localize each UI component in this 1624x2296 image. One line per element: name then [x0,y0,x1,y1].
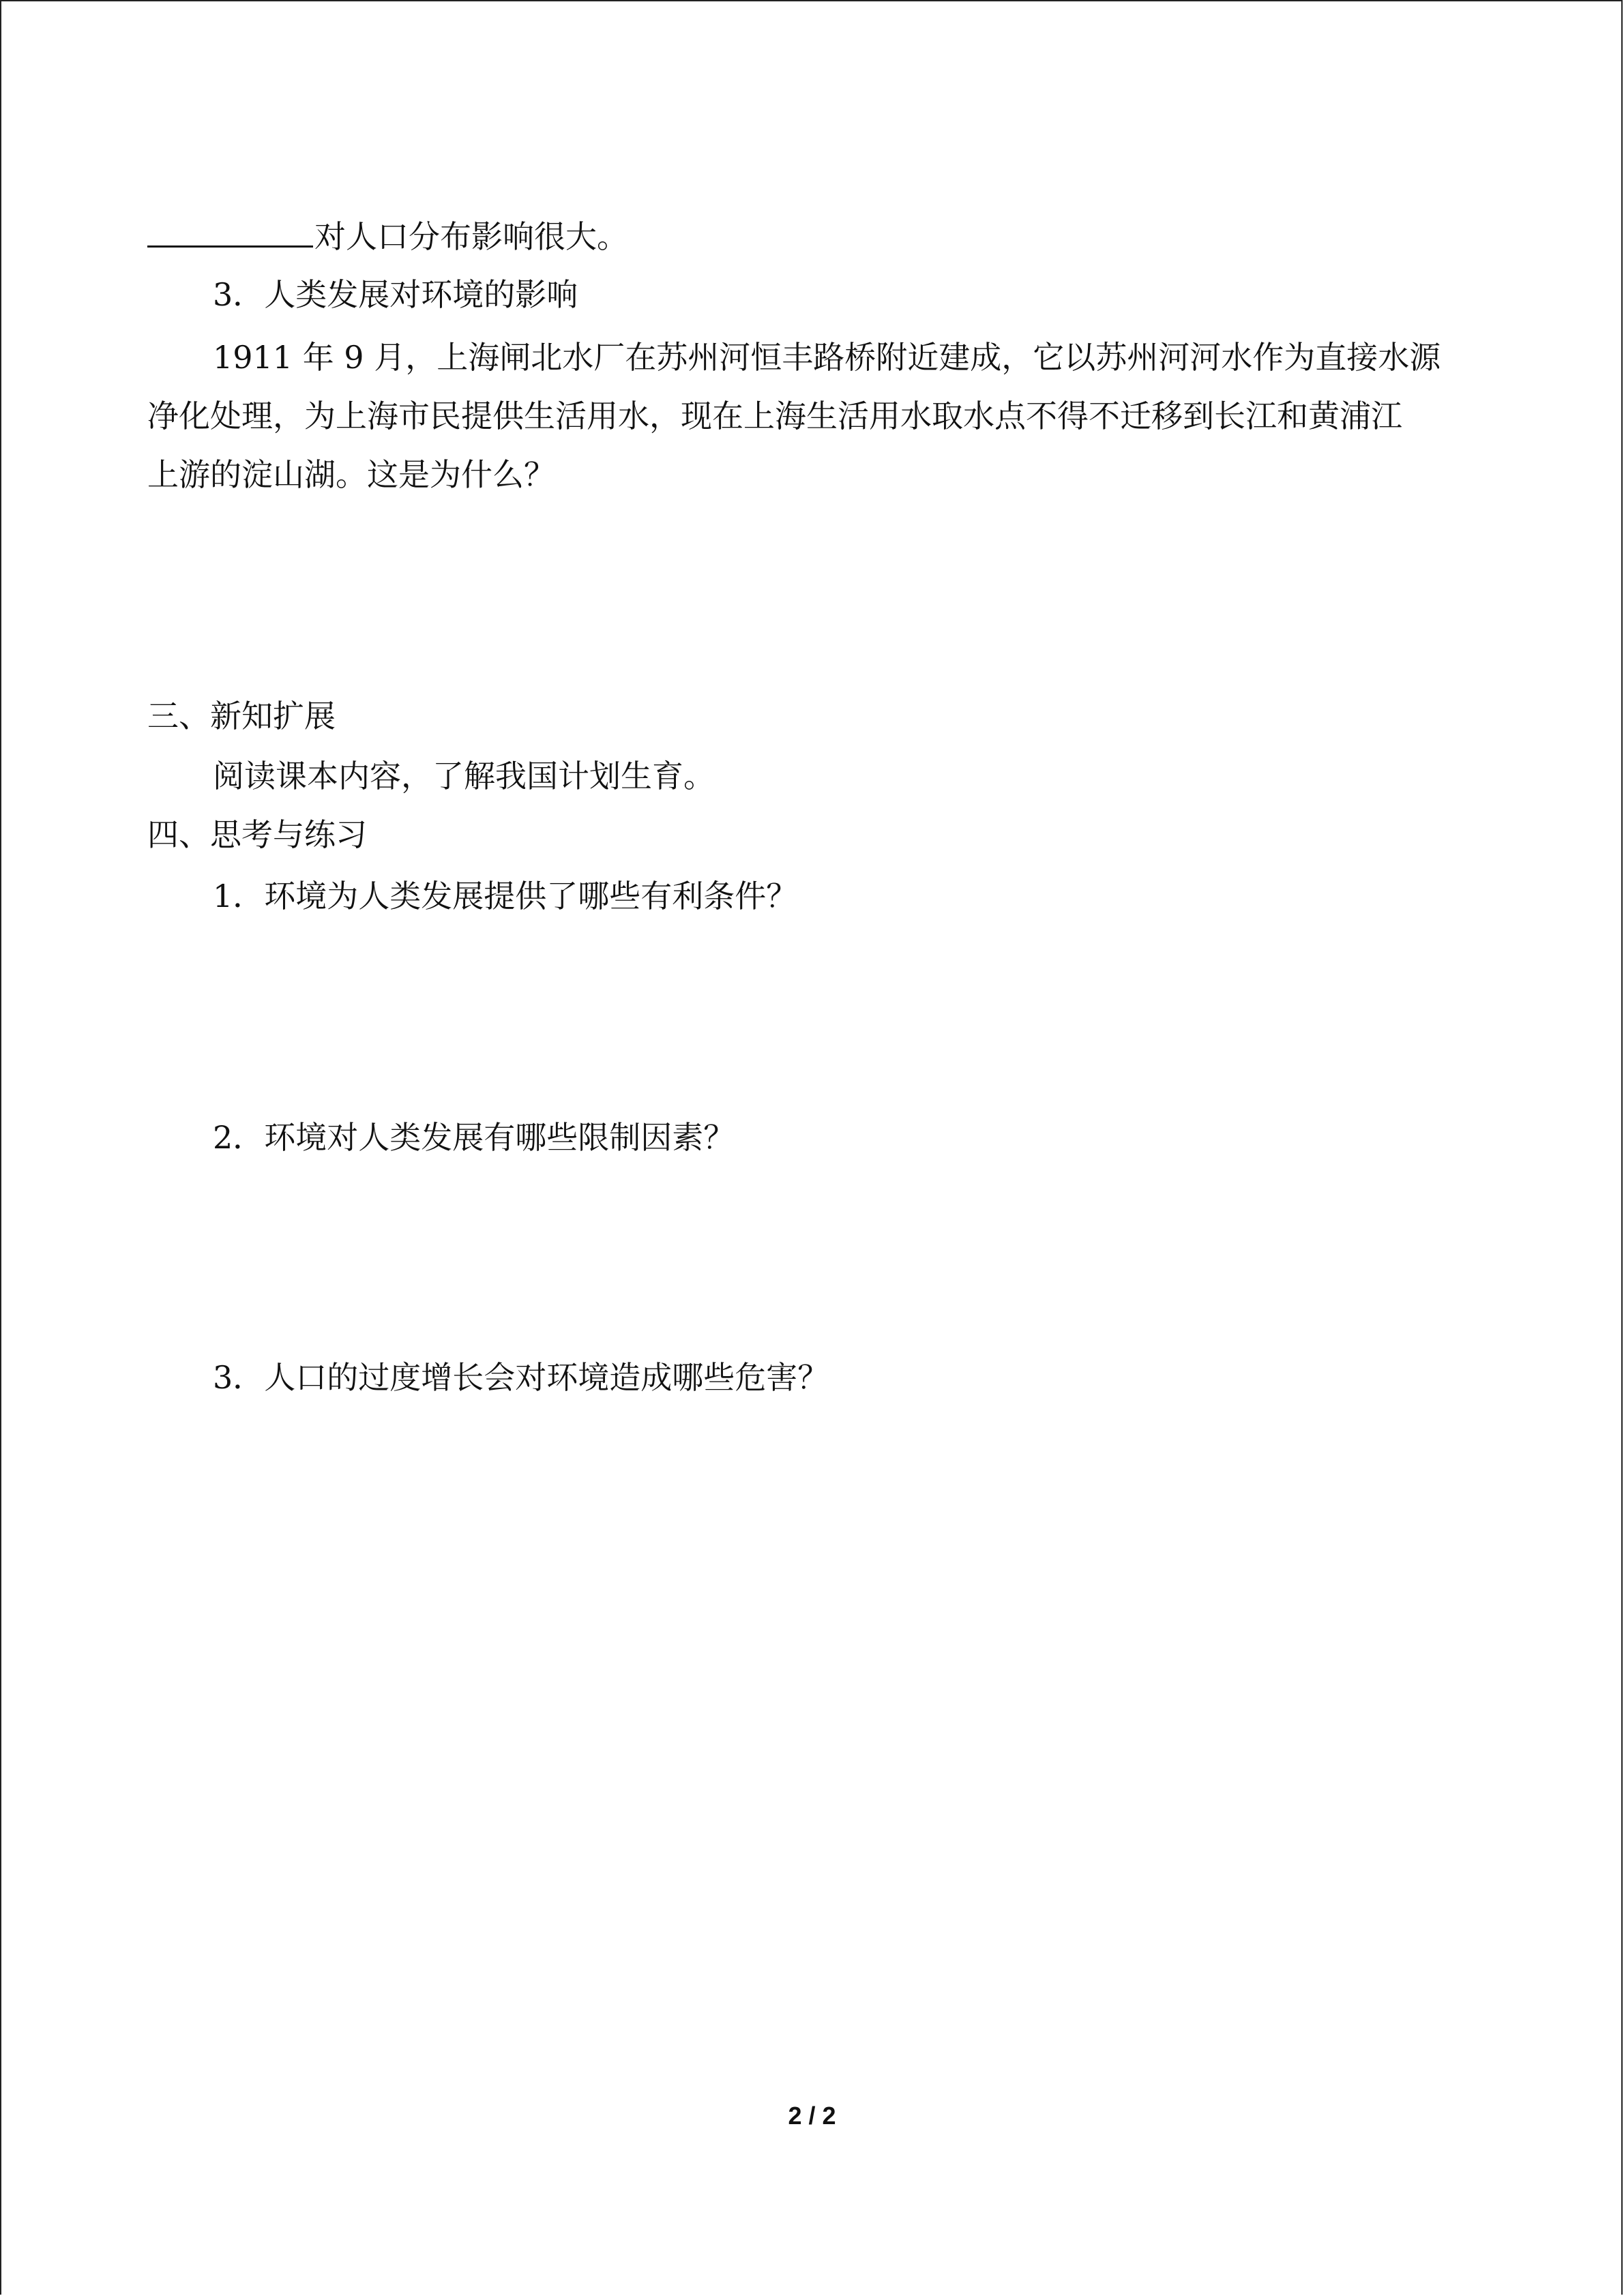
fill-in-line [147,214,628,257]
section-3-heading: 三、新知扩展 [147,698,336,734]
question-1: 1．环境为人类发展提供了哪些有利条件？ [213,878,798,914]
question-2: 2．环境对人类发展有哪些限制因素？ [213,1119,735,1156]
paragraph-line-2: 净化处理，为上海市民提供生活用水，现在上海生活用水取水点不得不迁移到长江和黄浦江 [147,398,1402,434]
section-3-text: 阅读课本内容，了解我国计划生育。 [213,758,715,794]
paragraph-line-1: 1911 年 9 月，上海闸北水厂在苏州河恒丰路桥附近建成，它以苏州河河水作为直接水源 [213,339,1441,376]
section-4-heading: 四、思考与练习 [147,816,367,853]
answer-blank[interactable] [147,214,313,248]
question-3: 3．人口的过度增长会对环境造成哪些危害？ [213,1359,829,1396]
paragraph-line-3: 上游的淀山湖。这是为什么？ [147,456,555,493]
fill-in-text: 对人口分布影响很大。 [314,218,628,255]
item-3-heading: 3．人类发展对环境的影响 [213,276,578,313]
page-number: 2 / 2 [788,2102,836,2130]
